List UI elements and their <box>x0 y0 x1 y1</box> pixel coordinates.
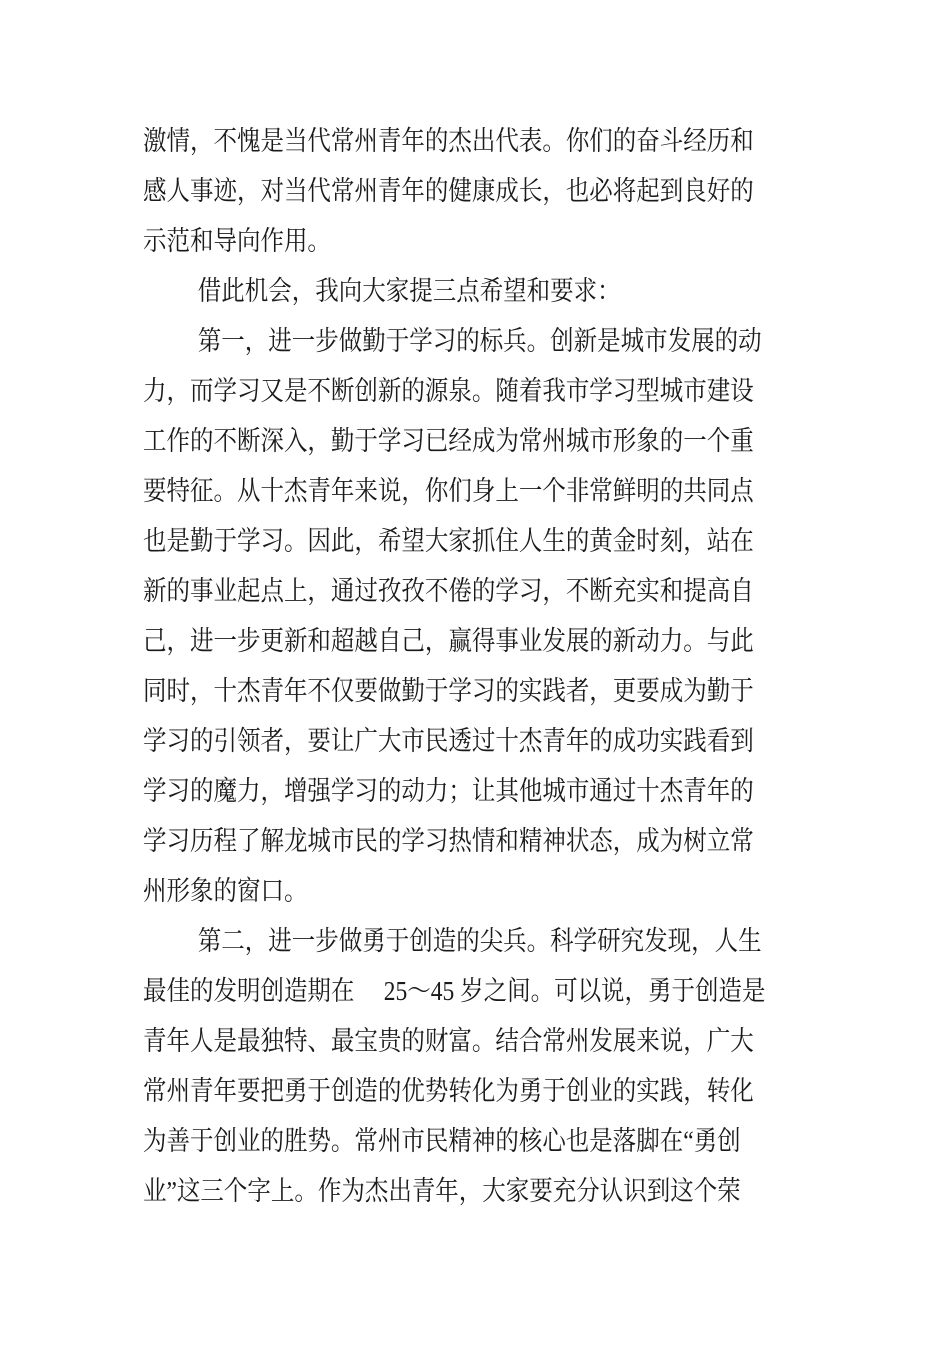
text-line: 力，而学习又是不断创新的源泉。随着我市学习型城市建设 <box>143 376 754 406</box>
text-line: 州形象的窗口。 <box>143 876 308 906</box>
text-line: 感人事迹，对当代常州青年的健康成长，也必将起到良好的 <box>143 176 754 206</box>
text-line: 学习历程了解龙城市民的学习热情和精神状态，成为树立常 <box>143 826 754 856</box>
text-line: 也是勤于学习。因此，希望大家抓住人生的黄金时刻，站在 <box>143 526 754 556</box>
text-line: 激情，不愧是当代常州青年的杰出代表。你们的奋斗经历和 <box>143 126 754 156</box>
text-line: 常州青年要把勇于创造的优势转化为勇于创业的实践，转化 <box>143 1076 754 1106</box>
text-line: 学习的引领者，要让广大市民透过十杰青年的成功实践看到 <box>143 726 754 756</box>
text-line: 同时，十杰青年不仅要做勤于学习的实践者，更要成为勤于 <box>143 676 754 706</box>
text-line: 要特征。从十杰青年来说，你们身上一个非常鲜明的共同点 <box>143 476 754 506</box>
text-line: 示范和导向作用。 <box>143 226 331 256</box>
text-line: 借此机会，我向大家提三点希望和要求： <box>197 276 621 306</box>
text-line: 最佳的发明创造期在 25～45 岁之间。可以说，勇于创造是 <box>143 976 766 1006</box>
text-line: 第一，进一步做勤于学习的标兵。创新是城市发展的动 <box>197 326 762 356</box>
text-line: 第二，进一步做勇于创造的尖兵。科学研究发现，人生 <box>197 926 762 956</box>
text-line: 工作的不断深入，勤于学习已经成为常州城市形象的一个重 <box>143 426 754 456</box>
text-line: 己，进一步更新和超越自己，赢得事业发展的新动力。与此 <box>143 626 754 656</box>
text-line: 青年人是最独特、最宝贵的财富。结合常州发展来说，广大 <box>143 1026 754 1056</box>
text-line: 为善于创业的胜势。常州市民精神的核心也是落脚在“勇创 <box>143 1126 741 1156</box>
text-line: 学习的魔力，增强学习的动力；让其他城市通过十杰青年的 <box>143 776 754 806</box>
text-line: 新的事业起点上，通过孜孜不倦的学习，不断充实和提高自 <box>143 576 754 606</box>
document-body <box>143 116 923 1216</box>
text-line: 业”这三个字上。作为杰出青年，大家要充分认识到这个荣 <box>143 1176 741 1206</box>
